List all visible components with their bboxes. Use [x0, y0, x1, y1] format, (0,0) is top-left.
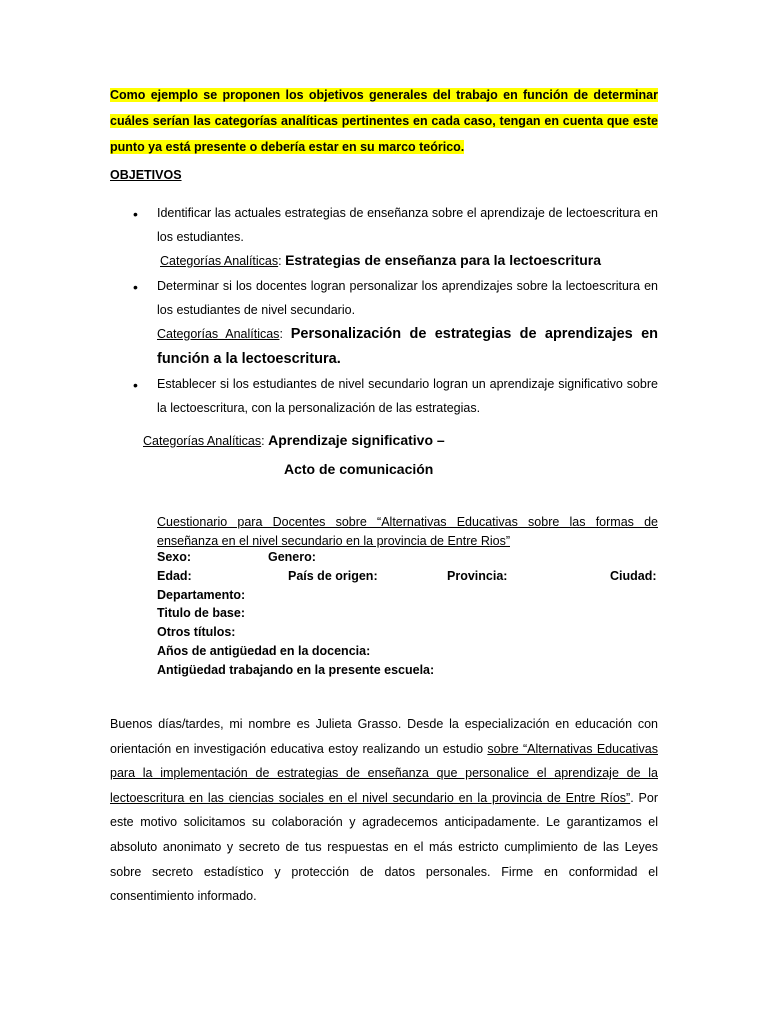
objective-1-text: Identificar las actuales estrategias de enseñanza sobre el aprendizaje de lectoescritura en los estudiantes. — [157, 206, 658, 244]
bullet-icon: • — [133, 206, 138, 222]
objective-3-text: Establecer si los estudiantes de nivel secundario logran un aprendizaje significativo sobre la lectoescritura, con la personalización de las estrategias. — [157, 377, 658, 415]
category-label: Categorías Analíticas — [143, 434, 262, 448]
field-antiguedad-escuela: Antigüedad trabajando en la presente escuela: — [157, 663, 435, 677]
field-departamento: Departamento: — [157, 588, 246, 602]
consent-part2: . Por este motivo solicitamos su colaboración y agradecemos anticipadamente. Le garantizamos el absoluto anonimato y secreto de tus respuestas en el más estricto cumplimiento de las Leyes sobre secreto estadístico y protección de datos personales. Firme en conformidad el consentimiento informado. — [110, 790, 658, 904]
intro-paragraph — [110, 82, 658, 160]
objective-3-category — [143, 432, 445, 448]
intro-highlighted-text: Como ejemplo se proponen los objetivos generales del trabajo en función de determinar cuáles serían las categorías analíticas pertinentes en cada caso, tengan en cuenta que este punto ya está presente o debería estar en su marco teórico. — [110, 88, 658, 154]
objective-3-category-line2: Acto de comunicación — [284, 461, 434, 477]
objective-1-category — [160, 252, 601, 268]
bullet-icon: • — [133, 377, 138, 393]
category-value: Aprendizaje significativo – — [268, 432, 445, 448]
category-colon: : — [278, 254, 282, 268]
survey-title: Cuestionario para Docentes sobre “Alternativas Educativas sobre las formas de enseñanza en el nivel secundario en la provincia de Entre Rios” — [157, 515, 658, 548]
field-genero: Genero: — [268, 550, 316, 564]
category-value: Estrategias de enseñanza para la lectoescritura — [285, 252, 602, 268]
objetivos-heading: OBJETIVOS — [110, 168, 182, 182]
category-value: Personalización de estrategias de aprendizajes en función a la lectoescritura. — [157, 326, 658, 367]
field-edad: Edad: — [157, 569, 192, 583]
field-sexo: Sexo: — [157, 550, 192, 564]
category-label: Categorías Analíticas — [160, 254, 279, 268]
field-otros-titulos: Otros títulos: — [157, 625, 236, 639]
objective-2-text: Determinar si los docentes logran personalizar los aprendizajes sobre la lectoescritura en los estudiantes de nivel secundario. — [157, 279, 658, 317]
consent-part1: Buenos días/tardes, mi nombre es Julieta Grasso. Desde la especialización en educación con orientación en investigación educativa estoy realizando un estudio — [110, 717, 658, 756]
field-anios-docencia: Años de antigüedad en la docencia: — [157, 644, 371, 658]
category-colon: : — [261, 434, 265, 448]
bullet-icon: • — [133, 279, 138, 295]
field-pais: País de origen: — [288, 569, 378, 583]
objective-2-category — [157, 322, 658, 372]
field-titulo-base: Titulo de base: — [157, 606, 245, 620]
category-label: Categorías Analíticas — [157, 327, 280, 341]
field-ciudad: Ciudad: — [610, 569, 657, 583]
field-provincia: Provincia: — [447, 569, 508, 583]
category-colon: : — [279, 327, 283, 341]
consent-paragraph — [110, 712, 658, 909]
consent-study-title: sobre “Alternativas Educativas para la implementación de estrategias de enseñanza que personalice el aprendizaje de la lectoescritura en las ciencias sociales en el nivel secundario en la provincia de Entre Ríos” — [110, 741, 658, 805]
